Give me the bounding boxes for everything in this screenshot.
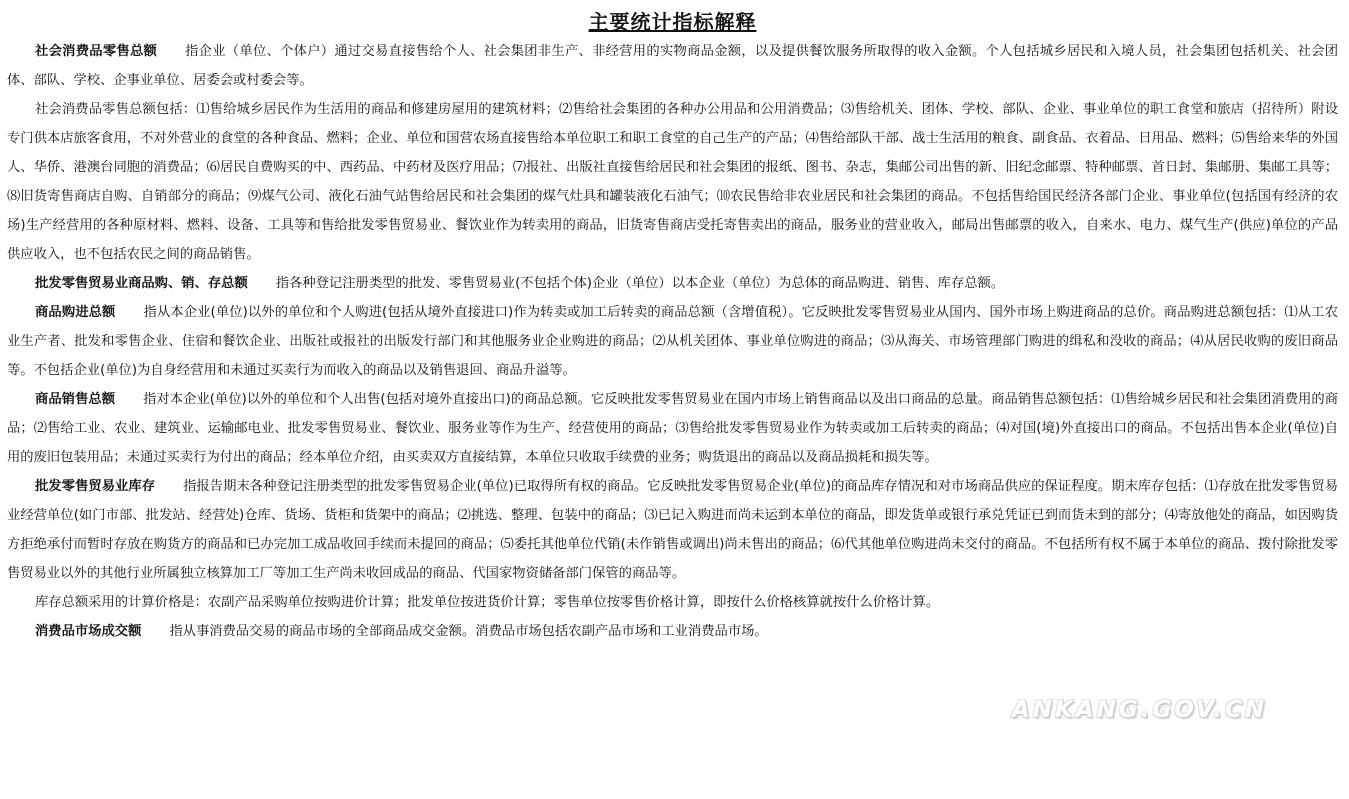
inventory-pricing-paragraph	[7, 588, 1338, 617]
definition-purchase-total	[7, 298, 1338, 385]
term-heading: 商品销售总额	[35, 392, 116, 407]
definition-retail-sales	[7, 37, 1338, 95]
definition-text: 指企业（单位、个体户）通过交易直接售给个人、社会集团非生产、非经营用的实物商品金额，以及提供餐饮服务所取得的收入金额。个人包括城乡居民和入境人员，社会集团包括机关、社会团体、部队、学校、企事业单位、居委会或村委会等。	[7, 44, 1339, 88]
page-title: 主要统计指标解释	[588, 10, 757, 34]
term-heading: 批发零售贸易业商品购、销、存总额	[35, 276, 248, 291]
definition-text: 库存总额采用的计算价格是：农副产品采购单位按购进价计算；批发单位按进货价计算；零售单位按零售价格计算，即按什么价格核算就按什么价格计算。	[35, 595, 940, 610]
site-watermark: ANKANG.GOV.CN	[1012, 697, 1268, 723]
definition-sales-total	[7, 385, 1338, 472]
term-heading: 批发零售贸易业库存	[35, 479, 156, 494]
term-heading: 消费品市场成交额	[35, 624, 142, 639]
term-heading: 社会消费品零售总额	[35, 44, 158, 59]
definition-market-turnover	[7, 617, 1338, 646]
definition-wholesale-retail-totals	[7, 269, 1338, 298]
document	[7, 8, 1338, 646]
retail-sales-scope-paragraph	[7, 95, 1338, 269]
definition-text: 社会消费品零售总额包括：⑴售给城乡居民作为生活用的商品和修建房屋用的建筑材料；⑵售给社会集团的各种办公用品和公用消费品；⑶售给机关、团体、学校、部队、企业、事业单位的职工食堂和旅店（招待所）附设专门供本店旅客食用，不对外营业的食堂的各种食品、燃料；企业、单位和国营农场直接售给本单位职工和职工食堂的自己生产的产品；⑷售给部队干部、战士生活用的粮食、副食品、衣着品、日用品、燃料；⑸售给来华的外国人、华侨、港澳台同胞的消费品；⑹居民自费购买的中、西药品、中药材及医疗用品；⑺报社、出版社直接售给居民和社会集团的报纸、图书、杂志，集邮公司出售的新、旧纪念邮票、特种邮票、首日封、集邮册、集邮工具等；⑻旧货寄售商店自购、自销部分的商品；⑼煤气公司、液化石油气站售给居民和社会集团的煤气灶具和罐装液化石油气；⑽农民售给非农业居民和社会集团的商品。不包括售给国民经济各部门企业、事业单位(包括国有经济的农场)生产经营用的各种原材料、燃料、设备、工具等和售给批发零售贸易业、餐饮业作为转卖用的商品，旧货寄售商店受托寄售卖出的商品，服务业的营业收入，邮局出售邮票的收入，自来水、电力、煤气生产(供应)单位的产品供应收入，也不包括农民之间的商品销售。	[7, 102, 1338, 262]
term-heading: 商品购进总额	[35, 305, 116, 320]
definition-inventory	[7, 472, 1338, 588]
definition-text: 指从事消费品交易的商品市场的全部商品成交金额。消费品市场包括农副产品市场和工业消费品市场。	[169, 624, 768, 639]
definition-text: 指对本企业(单位)以外的单位和个人出售(包括对境外直接出口)的商品总额。它反映批发零售贸易业在国内市场上销售商品以及出口商品的总量。商品销售总额包括：⑴售给城乡居民和社会集团消费用的商品；⑵售给工业、农业、建筑业、运输邮电业、批发零售贸易业、餐饮业、服务业等作为生产、经营使用的商品；⑶售给批发零售贸易业作为转卖或加工后转卖的商品；⑷对国(境)外直接出口的商品。不包括出售本企业(单位)自用的废旧包装用品；未通过买卖行为付出的商品；经本单位介绍，由买卖双方直接结算，本单位只收取手续费的业务；购货退出的商品以及商品损耗和损失等。	[7, 392, 1339, 465]
definition-text: 指各种登记注册类型的批发、零售贸易业(不包括个体)企业（单位）以本企业（单位）为总体的商品购进、销售、库存总额。	[275, 276, 1005, 291]
definition-text: 指从本企业(单位)以外的单位和个人购进(包括从境外直接进口)作为转卖或加工后转卖的商品总额（含增值税）。它反映批发零售贸易业从国内、国外市场上购进商品的总价。商品购进总额包括：⑴从工农业生产者、批发和零售企业、住宿和餐饮企业、出版社或报社的出版发行部门和其他服务业企业购进的商品；⑵从机关团体、事业单位购进的商品；⑶从海关、市场管理部门购进的缉私和没收的商品；⑷从居民收购的废旧商品等。不包括企业(单位)为自身经营用和未通过买卖行为而收入的商品以及销售退回、商品升溢等。	[7, 305, 1338, 378]
definition-text: 指报告期末各种登记注册类型的批发零售贸易企业(单位)已取得所有权的商品。它反映批发零售贸易企业(单位)的商品库存情况和对市场商品供应的保证程度。期末库存包括：⑴存放在批发零售贸易业经营单位(如门市部、批发站、经营处)仓库、货场、货柜和货架中的商品；⑵挑选、整理、包装中的商品；⑶已记入购进而尚未运到本单位的商品，即发货单或银行承兑凭证已到而货未到的部分；⑷寄放他处的商品，如因购货方拒绝承付而暂时存放在购货方的商品和已办完加工成品收回手续而未提回的商品；⑸委托其他单位代销(未作销售或调出)尚未售出的商品；⑹代其他单位购进尚未交付的商品。不包括所有权不属于本单位的商品、拨付除批发零售贸易业以外的其他行业所属独立核算加工厂等加工生产尚未收回成品的商品、代国家物资储备部门保管的商品等。	[7, 479, 1339, 581]
